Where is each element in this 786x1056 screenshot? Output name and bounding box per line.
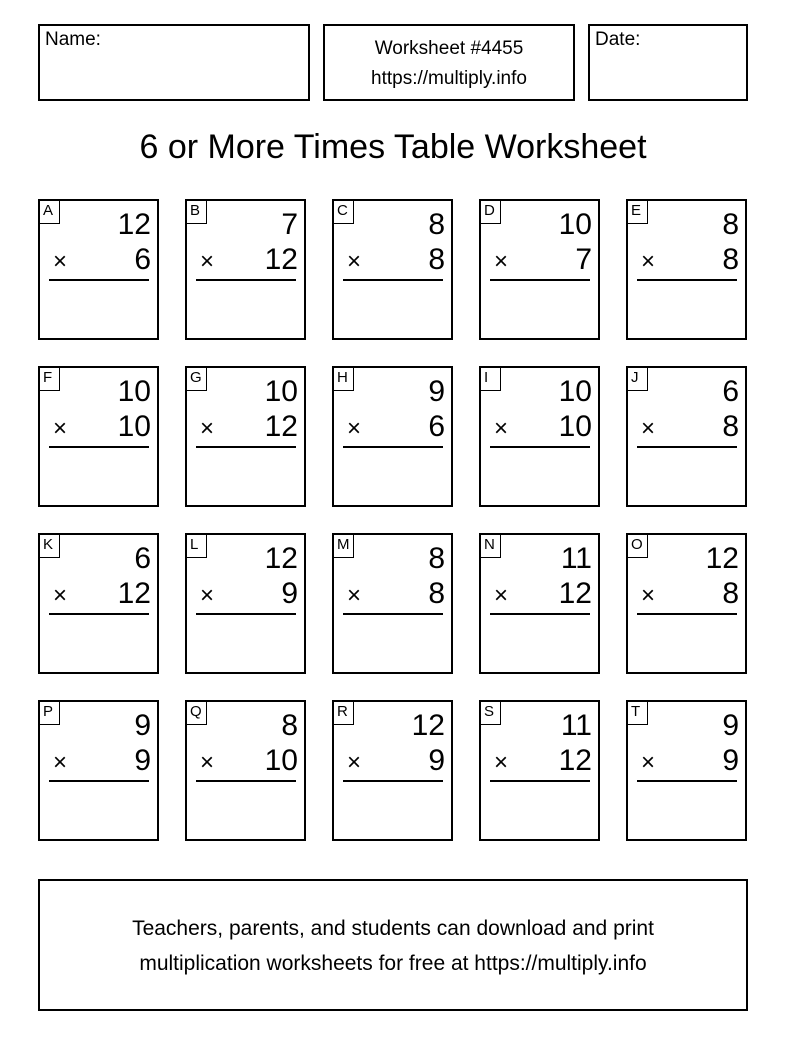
problem-card[interactable] (479, 199, 600, 340)
times-sign: × (200, 415, 215, 442)
multiplier: 7 (575, 243, 592, 276)
multiplicand: 10 (558, 208, 592, 241)
multiplier: 12 (117, 577, 151, 610)
answer-line (49, 613, 149, 615)
worksheet-url: https://multiply.info (371, 68, 527, 89)
problem-label: S (481, 702, 501, 725)
problem-card[interactable] (38, 366, 159, 507)
problem-label: F (40, 368, 60, 391)
problem-card[interactable] (479, 700, 600, 841)
multiplier: 8 (428, 577, 445, 610)
multiplicand: 10 (558, 375, 592, 408)
multiplier: 9 (722, 744, 739, 777)
problem-label: R (334, 702, 354, 725)
answer-line (49, 780, 149, 782)
problem-card[interactable] (38, 533, 159, 674)
problem-label: H (334, 368, 354, 391)
times-sign: × (200, 582, 215, 609)
answer-line (196, 780, 296, 782)
times-sign: × (53, 415, 68, 442)
problem-card[interactable] (332, 366, 453, 507)
multiplicand: 12 (264, 542, 298, 575)
problem-label: O (628, 535, 648, 558)
multiplicand: 12 (411, 709, 445, 742)
worksheet-info-box (323, 24, 575, 101)
multiplicand: 10 (117, 375, 151, 408)
times-sign: × (641, 248, 656, 275)
multiplier: 8 (428, 243, 445, 276)
multiplicand: 9 (722, 709, 739, 742)
times-sign: × (200, 248, 215, 275)
multiplicand: 9 (428, 375, 445, 408)
answer-line (196, 279, 296, 281)
multiplicand: 10 (264, 375, 298, 408)
problem-card[interactable] (38, 700, 159, 841)
problem-label: P (40, 702, 60, 725)
answer-line (49, 446, 149, 448)
problem-card[interactable] (626, 366, 747, 507)
times-sign: × (347, 582, 362, 609)
problem-card[interactable] (332, 199, 453, 340)
multiplier: 10 (264, 744, 298, 777)
footer-box (38, 879, 748, 1011)
answer-line (490, 446, 590, 448)
times-sign: × (494, 415, 509, 442)
multiplicand: 11 (560, 709, 592, 742)
problem-card[interactable] (626, 533, 747, 674)
answer-line (196, 613, 296, 615)
times-sign: × (494, 582, 509, 609)
multiplier: 8 (722, 243, 739, 276)
problem-card[interactable] (185, 700, 306, 841)
problem-label: M (334, 535, 354, 558)
multiplier: 8 (722, 577, 739, 610)
answer-line (343, 613, 443, 615)
multiplier: 6 (134, 243, 151, 276)
times-sign: × (347, 749, 362, 776)
answer-line (343, 446, 443, 448)
multiplicand: 8 (722, 208, 739, 241)
problem-card[interactable] (626, 199, 747, 340)
answer-line (637, 446, 737, 448)
multiplicand: 7 (281, 208, 298, 241)
answer-line (637, 613, 737, 615)
multiplier: 12 (558, 744, 592, 777)
multiplier: 12 (264, 410, 298, 443)
problem-card[interactable] (185, 199, 306, 340)
answer-line (490, 780, 590, 782)
multiplicand: 6 (134, 542, 151, 575)
multiplicand: 12 (117, 208, 151, 241)
multiplicand: 12 (705, 542, 739, 575)
multiplier: 9 (281, 577, 298, 610)
problem-card[interactable] (38, 199, 159, 340)
problem-card[interactable] (626, 700, 747, 841)
name-label: Name: (45, 29, 101, 50)
multiplier: 10 (558, 410, 592, 443)
multiplier: 6 (428, 410, 445, 443)
multiplier: 12 (264, 243, 298, 276)
date-field-box[interactable] (588, 24, 748, 101)
answer-line (637, 780, 737, 782)
multiplier: 10 (117, 410, 151, 443)
date-label: Date: (595, 29, 641, 50)
multiplicand: 6 (722, 375, 739, 408)
page-title: 6 or More Times Table Worksheet (139, 128, 647, 166)
problem-label: G (187, 368, 207, 391)
problem-label: B (187, 201, 207, 224)
footer-line-1: Teachers, parents, and students can download and print (132, 917, 654, 940)
times-sign: × (200, 749, 215, 776)
problem-card[interactable] (479, 533, 600, 674)
answer-line (490, 613, 590, 615)
problem-label: N (481, 535, 501, 558)
problem-label: Q (187, 702, 207, 725)
problem-label: E (628, 201, 648, 224)
times-sign: × (641, 749, 656, 776)
answer-line (490, 279, 590, 281)
multiplier: 12 (558, 577, 592, 610)
answer-line (196, 446, 296, 448)
problem-card[interactable] (332, 533, 453, 674)
times-sign: × (641, 582, 656, 609)
times-sign: × (494, 749, 509, 776)
name-field-box[interactable] (38, 24, 310, 101)
problem-label: A (40, 201, 60, 224)
times-sign: × (347, 415, 362, 442)
answer-line (49, 279, 149, 281)
answer-line (343, 279, 443, 281)
worksheet-number: Worksheet #4455 (374, 38, 524, 59)
times-sign: × (494, 248, 509, 275)
multiplier: 9 (428, 744, 445, 777)
problem-label: K (40, 535, 60, 558)
problem-card[interactable] (185, 366, 306, 507)
times-sign: × (53, 582, 68, 609)
problem-label: D (481, 201, 501, 224)
problem-label: J (628, 368, 648, 391)
times-sign: × (347, 248, 362, 275)
answer-line (637, 279, 737, 281)
multiplicand: 9 (134, 709, 151, 742)
problem-label: I (481, 368, 501, 391)
times-sign: × (53, 749, 68, 776)
multiplicand: 11 (560, 542, 592, 575)
footer-line-2: multiplication worksheets for free at https://multiply.info (139, 952, 647, 975)
problem-card[interactable] (185, 533, 306, 674)
multiplier: 8 (722, 410, 739, 443)
multiplicand: 8 (428, 208, 445, 241)
problem-label: C (334, 201, 354, 224)
times-sign: × (641, 415, 656, 442)
answer-line (343, 780, 443, 782)
times-sign: × (53, 248, 68, 275)
problem-card[interactable] (332, 700, 453, 841)
problem-card[interactable] (479, 366, 600, 507)
problem-label: T (628, 702, 648, 725)
problem-label: L (187, 535, 207, 558)
multiplicand: 8 (281, 709, 298, 742)
multiplier: 9 (134, 744, 151, 777)
multiplicand: 8 (428, 542, 445, 575)
